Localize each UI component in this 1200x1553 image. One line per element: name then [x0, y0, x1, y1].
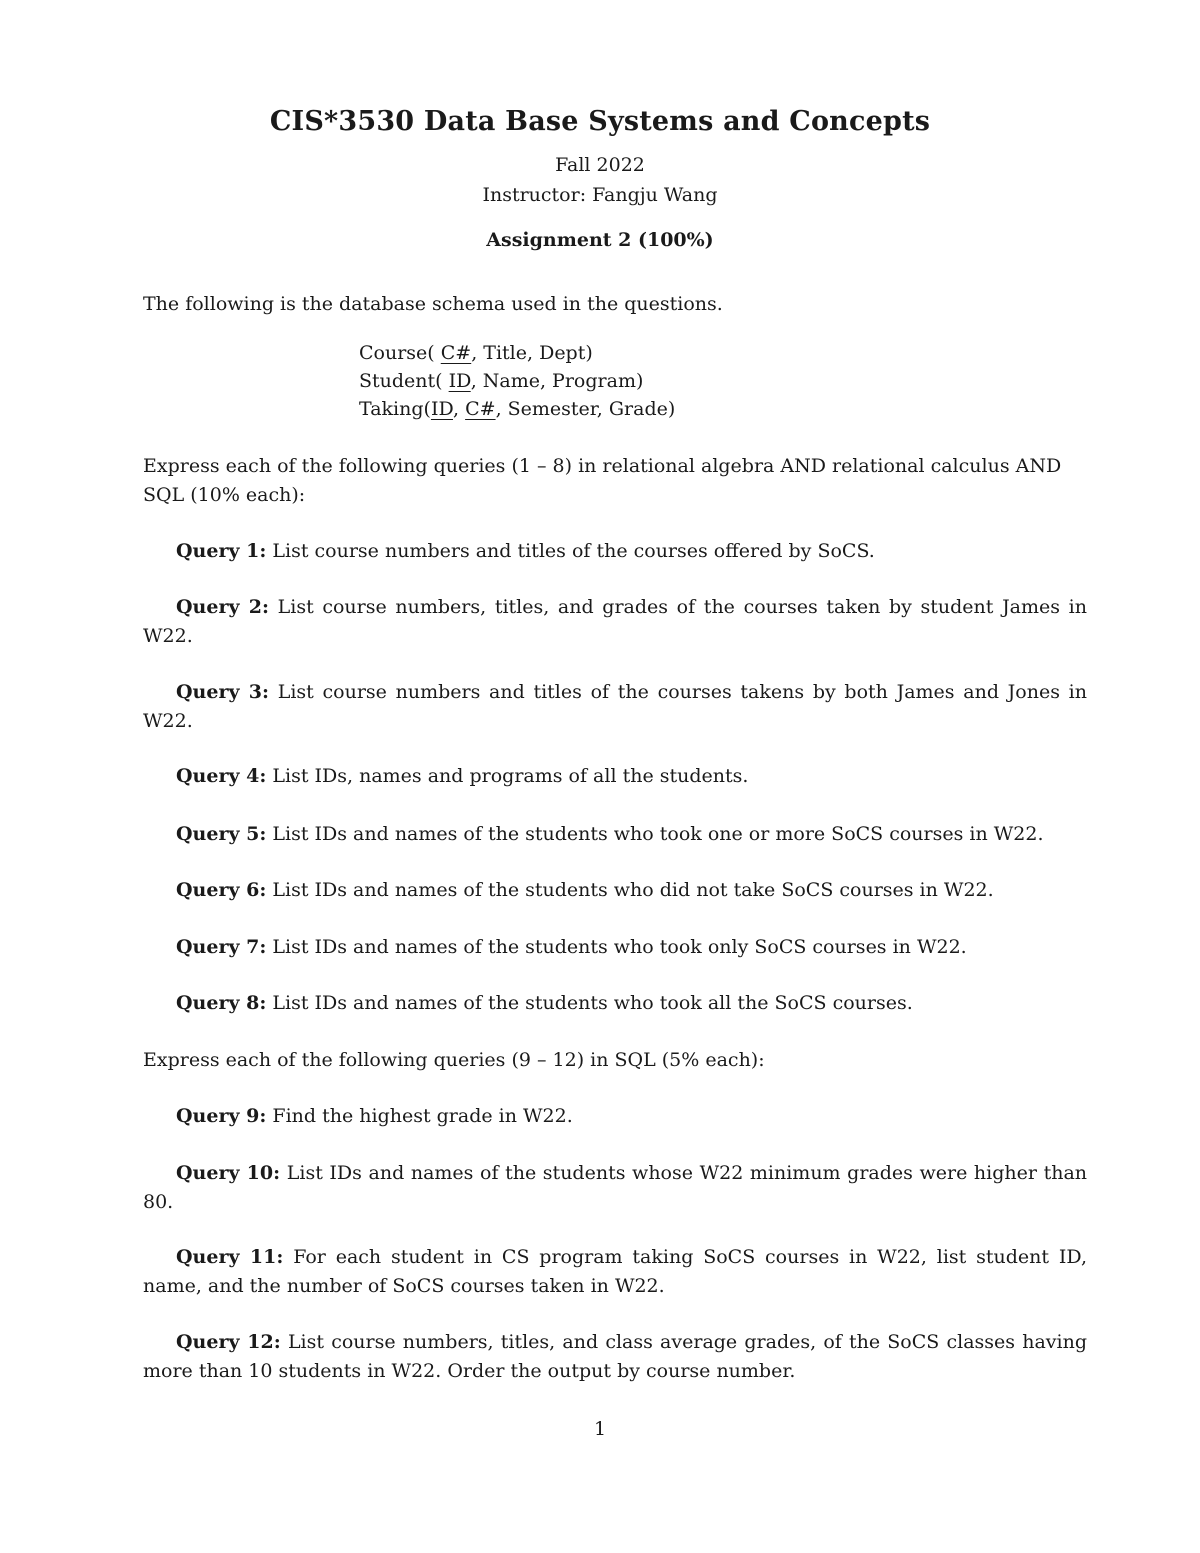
query-10: [143, 1159, 1087, 1217]
query-11-text: For each student in CS program taking SoCS courses in W22, list student ID, name, and the number of SoCS courses taken in W22.: [143, 1246, 1087, 1297]
page-number: 1: [593, 1418, 607, 1440]
schema-course-rest: , Title, Dept): [471, 342, 593, 364]
schema-taking-key-id: ID: [430, 398, 453, 420]
schema-student: [359, 367, 643, 395]
schema-taking-prefix: Taking(: [359, 398, 431, 420]
query-7-label: Query 7:: [176, 936, 267, 958]
query-10-label: Query 10:: [176, 1162, 281, 1184]
schema-course-prefix: Course(: [359, 342, 441, 364]
query-7: [143, 933, 1087, 962]
query-8-text: List IDs and names of the students who took all the SoCS courses.: [272, 992, 913, 1014]
section2-instructions: Express each of the following queries (9 – 12) in SQL (5% each):: [143, 1049, 765, 1071]
query-6-text: List IDs and names of the students who did not take SoCS courses in W22.: [272, 879, 994, 901]
query-12: [143, 1328, 1087, 1386]
schema-taking-rest: , Semester, Grade): [495, 398, 676, 420]
document-title: CIS*3530 Data Base Systems and Concepts: [269, 106, 931, 137]
section1-instructions: Express each of the following queries (1 – 8) in relational algebra AND relational calculus AND SQL (10% each):: [143, 455, 1062, 506]
schema-taking: [359, 395, 675, 423]
query-5-text: List IDs and names of the students who took one or more SoCS courses in W22.: [272, 823, 1044, 845]
query-11-label: Query 11:: [176, 1246, 284, 1268]
instructor-label: Instructor: Fangju Wang: [482, 184, 718, 206]
query-12-label: Query 12:: [176, 1331, 281, 1353]
term-label: Fall 2022: [555, 154, 645, 176]
query-6-label: Query 6:: [176, 879, 267, 901]
schema-taking-key-course: C#: [465, 398, 496, 420]
query-8-label: Query 8:: [176, 992, 267, 1014]
query-1: [143, 537, 1087, 566]
query-2-label: Query 2:: [176, 596, 269, 618]
query-4: [143, 762, 1087, 791]
schema-course-key: C#: [440, 342, 472, 364]
query-7-text: List IDs and names of the students who took only SoCS courses in W22.: [272, 936, 967, 958]
intro-paragraph: The following is the database schema used in the questions.: [143, 293, 723, 315]
schema-taking-sep: ,: [453, 398, 466, 420]
assignment-heading: Assignment 2 (100%): [486, 229, 714, 251]
query-4-label: Query 4:: [176, 765, 267, 787]
query-1-text: List course numbers and titles of the courses offered by SoCS.: [272, 540, 875, 562]
schema-student-rest: , Name, Program): [470, 370, 644, 392]
query-9-label: Query 9:: [176, 1105, 267, 1127]
query-5-label: Query 5:: [176, 823, 267, 845]
schema-course: [359, 339, 593, 367]
query-5: [143, 820, 1087, 849]
schema-student-prefix: Student(: [359, 370, 449, 392]
query-1-label: Query 1:: [176, 540, 267, 562]
query-4-text: List IDs, names and programs of all the students.: [272, 765, 749, 787]
query-3: [143, 678, 1087, 736]
query-10-text: List IDs and names of the students whose W22 minimum grades were higher than 80.: [143, 1162, 1088, 1213]
query-2-text: List course numbers, titles, and grades of the courses taken by student James in W22.: [143, 596, 1087, 647]
query-3-text: List course numbers and titles of the courses takens by both James and Jones in W22.: [143, 681, 1087, 732]
schema-student-key: ID: [448, 370, 471, 392]
query-11: [143, 1243, 1087, 1301]
query-8: [143, 989, 1087, 1018]
query-9-text: Find the highest grade in W22.: [272, 1105, 573, 1127]
query-6: [143, 876, 1087, 905]
query-12-text: List course numbers, titles, and class average grades, of the SoCS classes having more than 10 students in W22. Order the output by course number.: [143, 1331, 1087, 1382]
query-2: [143, 593, 1087, 651]
query-9: [143, 1102, 1087, 1131]
query-3-label: Query 3:: [176, 681, 270, 703]
